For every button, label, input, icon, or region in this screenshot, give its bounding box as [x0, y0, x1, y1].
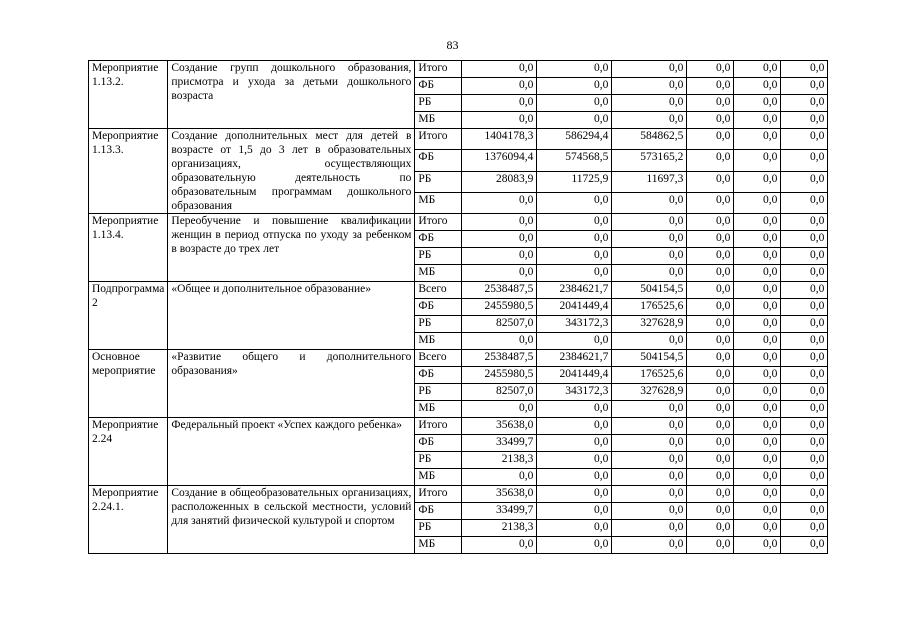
amount-cell: 0,0	[781, 129, 828, 150]
amount-cell: 0,0	[781, 78, 828, 95]
funding-source: ФБ	[415, 78, 462, 95]
amount-cell: 2138,3	[462, 520, 537, 537]
amount-cell: 0,0	[781, 537, 828, 554]
funding-source: ФБ	[415, 367, 462, 384]
section-description: Переобучение и повышение квалификации женщин в период отпуска по уходу за ребенком в возрасте до трех лет	[168, 214, 415, 282]
amount-cell: 343172,3	[537, 384, 612, 401]
amount-cell: 0,0	[734, 95, 781, 112]
amount-cell: 0,0	[612, 333, 687, 350]
amount-cell: 0,0	[537, 265, 612, 282]
amount-cell: 0,0	[781, 192, 828, 213]
section-code: Мероприятие 1.13.4.	[89, 214, 168, 282]
amount-cell: 0,0	[462, 95, 537, 112]
amount-cell: 0,0	[734, 78, 781, 95]
amount-cell: 1376094,4	[462, 150, 537, 171]
amount-cell: 0,0	[734, 316, 781, 333]
amount-cell: 2538487,5	[462, 350, 537, 367]
amount-cell: 82507,0	[462, 384, 537, 401]
section-code: Мероприятие 2.24.1.	[89, 486, 168, 554]
amount-cell: 0,0	[687, 367, 734, 384]
amount-cell: 0,0	[612, 452, 687, 469]
amount-cell: 0,0	[687, 129, 734, 150]
funding-source: Итого	[415, 486, 462, 503]
funding-source: РБ	[415, 384, 462, 401]
amount-cell: 2041449,4	[537, 367, 612, 384]
amount-cell: 0,0	[687, 282, 734, 299]
section-code: Основное мероприятие	[89, 350, 168, 418]
amount-cell: 0,0	[687, 452, 734, 469]
amount-cell: 0,0	[537, 248, 612, 265]
amount-cell: 0,0	[734, 452, 781, 469]
amount-cell: 0,0	[687, 520, 734, 537]
amount-cell: 0,0	[734, 192, 781, 213]
amount-cell: 0,0	[687, 503, 734, 520]
table-row	[89, 350, 828, 367]
funding-source: Всего	[415, 282, 462, 299]
amount-cell: 0,0	[734, 265, 781, 282]
amount-cell: 0,0	[537, 503, 612, 520]
funding-source: РБ	[415, 248, 462, 265]
amount-cell: 0,0	[537, 435, 612, 452]
amount-cell: 0,0	[781, 452, 828, 469]
budget-table	[88, 60, 828, 554]
amount-cell: 0,0	[687, 231, 734, 248]
amount-cell: 0,0	[687, 401, 734, 418]
funding-source: МБ	[415, 401, 462, 418]
table-row	[89, 129, 828, 150]
amount-cell: 0,0	[781, 384, 828, 401]
amount-cell: 0,0	[734, 231, 781, 248]
amount-cell: 0,0	[612, 401, 687, 418]
funding-source: РБ	[415, 452, 462, 469]
amount-cell: 0,0	[612, 469, 687, 486]
amount-cell: 0,0	[612, 418, 687, 435]
amount-cell: 0,0	[537, 418, 612, 435]
amount-cell: 327628,9	[612, 384, 687, 401]
amount-cell: 0,0	[462, 112, 537, 129]
amount-cell: 0,0	[781, 503, 828, 520]
amount-cell: 0,0	[734, 150, 781, 171]
amount-cell: 0,0	[612, 520, 687, 537]
amount-cell: 0,0	[537, 231, 612, 248]
amount-cell: 0,0	[734, 503, 781, 520]
amount-cell: 584862,5	[612, 129, 687, 150]
amount-cell: 0,0	[687, 265, 734, 282]
funding-source: ФБ	[415, 435, 462, 452]
amount-cell: 0,0	[781, 265, 828, 282]
amount-cell: 2384621,7	[537, 282, 612, 299]
amount-cell: 0,0	[734, 299, 781, 316]
amount-cell: 0,0	[734, 435, 781, 452]
amount-cell: 0,0	[781, 401, 828, 418]
funding-source: РБ	[415, 171, 462, 192]
funding-source: Всего	[415, 350, 462, 367]
amount-cell: 0,0	[781, 150, 828, 171]
amount-cell: 0,0	[612, 61, 687, 78]
amount-cell: 0,0	[734, 333, 781, 350]
amount-cell: 0,0	[687, 537, 734, 554]
funding-source: ФБ	[415, 503, 462, 520]
amount-cell: 0,0	[612, 112, 687, 129]
funding-source: РБ	[415, 520, 462, 537]
amount-cell: 0,0	[612, 214, 687, 231]
amount-cell: 0,0	[781, 418, 828, 435]
amount-cell: 0,0	[687, 316, 734, 333]
funding-source: МБ	[415, 537, 462, 554]
amount-cell: 0,0	[734, 214, 781, 231]
amount-cell: 0,0	[537, 192, 612, 213]
amount-cell: 0,0	[781, 171, 828, 192]
amount-cell: 11697,3	[612, 171, 687, 192]
amount-cell: 0,0	[687, 95, 734, 112]
section-description: Федеральный проект «Успех каждого ребенка»	[168, 418, 415, 486]
amount-cell: 0,0	[781, 316, 828, 333]
amount-cell: 0,0	[612, 503, 687, 520]
table-row	[89, 282, 828, 299]
section-description: «Развитие общего и дополнительного образования»	[168, 350, 415, 418]
amount-cell: 0,0	[734, 469, 781, 486]
amount-cell: 0,0	[537, 78, 612, 95]
amount-cell: 0,0	[687, 248, 734, 265]
amount-cell: 0,0	[734, 384, 781, 401]
amount-cell: 0,0	[612, 95, 687, 112]
amount-cell: 0,0	[734, 486, 781, 503]
section-code: Мероприятие 1.13.3.	[89, 129, 168, 214]
amount-cell: 0,0	[612, 231, 687, 248]
section-description: Создание в общеобразовательных организациях, расположенных в сельской местности, условий для занятий физической культурой и спортом	[168, 486, 415, 554]
amount-cell: 0,0	[734, 418, 781, 435]
amount-cell: 0,0	[537, 95, 612, 112]
table-row	[89, 486, 828, 503]
amount-cell: 0,0	[462, 265, 537, 282]
amount-cell: 35638,0	[462, 486, 537, 503]
amount-cell: 33499,7	[462, 435, 537, 452]
amount-cell: 0,0	[462, 214, 537, 231]
funding-source: МБ	[415, 192, 462, 213]
amount-cell: 0,0	[781, 95, 828, 112]
amount-cell: 0,0	[781, 112, 828, 129]
amount-cell: 0,0	[687, 112, 734, 129]
amount-cell: 0,0	[734, 129, 781, 150]
funding-source: МБ	[415, 469, 462, 486]
amount-cell: 0,0	[462, 537, 537, 554]
amount-cell: 0,0	[687, 192, 734, 213]
amount-cell: 0,0	[687, 150, 734, 171]
amount-cell: 0,0	[537, 452, 612, 469]
amount-cell: 176525,6	[612, 299, 687, 316]
section-description: «Общее и дополнительное образование»	[168, 282, 415, 350]
amount-cell: 0,0	[687, 418, 734, 435]
amount-cell: 35638,0	[462, 418, 537, 435]
table-row	[89, 61, 828, 78]
amount-cell: 0,0	[537, 469, 612, 486]
funding-source: ФБ	[415, 231, 462, 248]
amount-cell: 0,0	[612, 265, 687, 282]
funding-source: МБ	[415, 265, 462, 282]
amount-cell: 0,0	[537, 520, 612, 537]
amount-cell: 0,0	[462, 401, 537, 418]
section-description: Создание групп дошкольного образования, присмотра и ухода за детьми дошкольного возраста	[168, 61, 415, 129]
amount-cell: 0,0	[687, 384, 734, 401]
amount-cell: 0,0	[781, 350, 828, 367]
funding-source: ФБ	[415, 150, 462, 171]
amount-cell: 0,0	[687, 486, 734, 503]
amount-cell: 0,0	[687, 469, 734, 486]
amount-cell: 0,0	[612, 78, 687, 95]
amount-cell: 0,0	[537, 537, 612, 554]
amount-cell: 0,0	[734, 350, 781, 367]
amount-cell: 2455980,5	[462, 299, 537, 316]
amount-cell: 0,0	[781, 367, 828, 384]
amount-cell: 0,0	[462, 192, 537, 213]
amount-cell: 0,0	[537, 214, 612, 231]
amount-cell: 586294,4	[537, 129, 612, 150]
amount-cell: 2138,3	[462, 452, 537, 469]
amount-cell: 0,0	[734, 537, 781, 554]
section-code: Мероприятие 1.13.2.	[89, 61, 168, 129]
amount-cell: 0,0	[781, 520, 828, 537]
amount-cell: 0,0	[687, 78, 734, 95]
amount-cell: 343172,3	[537, 316, 612, 333]
amount-cell: 0,0	[612, 192, 687, 213]
amount-cell: 0,0	[781, 469, 828, 486]
amount-cell: 1404178,3	[462, 129, 537, 150]
funding-source: Итого	[415, 418, 462, 435]
amount-cell: 0,0	[537, 333, 612, 350]
amount-cell: 0,0	[462, 61, 537, 78]
amount-cell: 0,0	[612, 537, 687, 554]
amount-cell: 0,0	[462, 333, 537, 350]
amount-cell: 0,0	[687, 333, 734, 350]
amount-cell: 0,0	[537, 486, 612, 503]
amount-cell: 0,0	[612, 248, 687, 265]
amount-cell: 11725,9	[537, 171, 612, 192]
amount-cell: 0,0	[687, 350, 734, 367]
amount-cell: 504154,5	[612, 282, 687, 299]
amount-cell: 0,0	[687, 299, 734, 316]
amount-cell: 0,0	[781, 214, 828, 231]
amount-cell: 0,0	[734, 171, 781, 192]
amount-cell: 2455980,5	[462, 367, 537, 384]
funding-source: РБ	[415, 95, 462, 112]
amount-cell: 574568,5	[537, 150, 612, 171]
funding-source: ФБ	[415, 299, 462, 316]
amount-cell: 0,0	[734, 248, 781, 265]
amount-cell: 327628,9	[612, 316, 687, 333]
amount-cell: 0,0	[734, 112, 781, 129]
amount-cell: 0,0	[537, 112, 612, 129]
section-description: Создание дополнительных мест для детей в возрасте от 1,5 до 3 лет в образовательных организациях, осуществляющих образовательную деятельность по образовательным программам дошкольного образования	[168, 129, 415, 214]
section-code: Подпрограмма 2	[89, 282, 168, 350]
amount-cell: 0,0	[462, 248, 537, 265]
funding-source: МБ	[415, 333, 462, 350]
amount-cell: 2041449,4	[537, 299, 612, 316]
amount-cell: 0,0	[462, 469, 537, 486]
amount-cell: 504154,5	[612, 350, 687, 367]
amount-cell: 0,0	[462, 231, 537, 248]
amount-cell: 0,0	[781, 333, 828, 350]
funding-source: РБ	[415, 316, 462, 333]
amount-cell: 2384621,7	[537, 350, 612, 367]
page-number: 83	[446, 38, 459, 52]
table-row	[89, 214, 828, 231]
amount-cell: 2538487,5	[462, 282, 537, 299]
funding-source: Итого	[415, 129, 462, 150]
table-row	[89, 418, 828, 435]
amount-cell: 0,0	[734, 401, 781, 418]
amount-cell: 0,0	[781, 61, 828, 78]
amount-cell: 0,0	[687, 435, 734, 452]
amount-cell: 0,0	[781, 248, 828, 265]
amount-cell: 0,0	[781, 435, 828, 452]
amount-cell: 82507,0	[462, 316, 537, 333]
section-code: Мероприятие 2.24	[89, 418, 168, 486]
amount-cell: 0,0	[612, 486, 687, 503]
amount-cell: 33499,7	[462, 503, 537, 520]
amount-cell: 0,0	[462, 78, 537, 95]
funding-source: Итого	[415, 61, 462, 78]
amount-cell: 0,0	[781, 231, 828, 248]
funding-source: Итого	[415, 214, 462, 231]
budget-table-body	[89, 61, 828, 554]
amount-cell: 0,0	[734, 282, 781, 299]
amount-cell: 0,0	[781, 282, 828, 299]
amount-cell: 0,0	[734, 367, 781, 384]
amount-cell: 0,0	[687, 214, 734, 231]
amount-cell: 0,0	[734, 61, 781, 78]
amount-cell: 0,0	[687, 171, 734, 192]
amount-cell: 0,0	[781, 486, 828, 503]
amount-cell: 0,0	[781, 299, 828, 316]
amount-cell: 28083,9	[462, 171, 537, 192]
amount-cell: 176525,6	[612, 367, 687, 384]
amount-cell: 0,0	[687, 61, 734, 78]
amount-cell: 0,0	[537, 401, 612, 418]
amount-cell: 0,0	[537, 61, 612, 78]
amount-cell: 0,0	[612, 435, 687, 452]
funding-source: МБ	[415, 112, 462, 129]
amount-cell: 573165,2	[612, 150, 687, 171]
amount-cell: 0,0	[734, 520, 781, 537]
